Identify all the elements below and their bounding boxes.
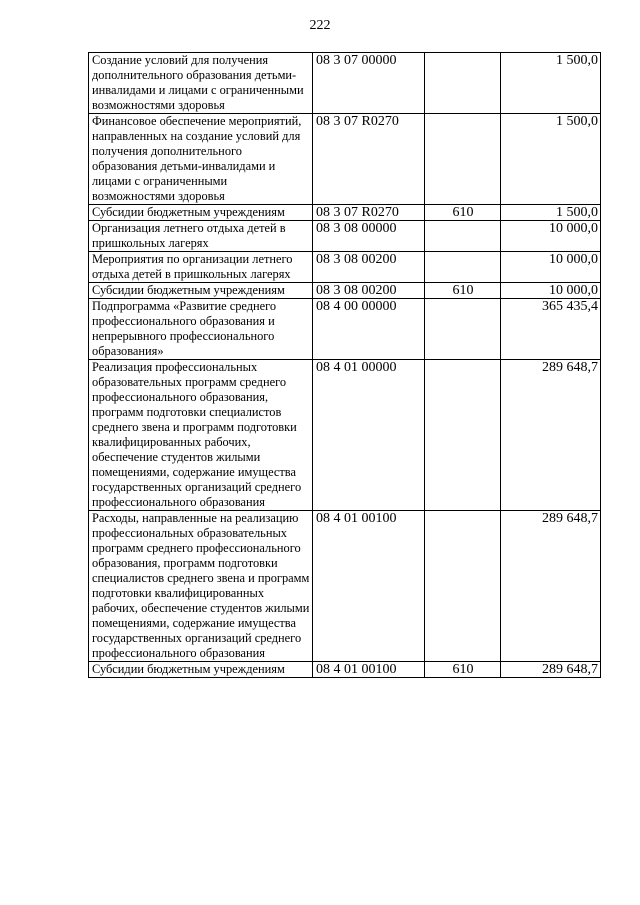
row-sum: 1 500,0 <box>501 114 601 205</box>
row-code: 08 4 00 00000 <box>313 299 425 360</box>
table-row <box>89 205 601 221</box>
table-row <box>89 252 601 283</box>
row-sum: 289 648,7 <box>501 662 601 678</box>
table-row <box>89 114 601 205</box>
row-sum: 365 435,4 <box>501 299 601 360</box>
row-name: Субсидии бюджетным учреждениям <box>89 205 313 221</box>
row-sum: 1 500,0 <box>501 205 601 221</box>
row-code: 08 3 07 00000 <box>313 53 425 114</box>
row-code: 08 3 08 00200 <box>313 252 425 283</box>
row-sum: 10 000,0 <box>501 252 601 283</box>
row-code: 08 4 01 00000 <box>313 360 425 511</box>
table-row <box>89 511 601 662</box>
table-row <box>89 299 601 360</box>
table-row <box>89 221 601 252</box>
row-type <box>425 252 501 283</box>
row-name: Реализация профессиональных образовательных программ среднего профессионального образования, программ подготовки специалистов среднего звена и программ подготовки квалифицированных рабочих, обеспечение студентов жилыми помещениями, содержание имущества государственных организаций среднего профессионального образования <box>89 360 313 511</box>
row-type <box>425 299 501 360</box>
page-number: 222 <box>309 18 331 33</box>
row-type: 610 <box>425 662 501 678</box>
row-type <box>425 360 501 511</box>
row-name: Субсидии бюджетным учреждениям <box>89 662 313 678</box>
table-row <box>89 283 601 299</box>
row-type <box>425 114 501 205</box>
row-type <box>425 53 501 114</box>
row-sum: 289 648,7 <box>501 360 601 511</box>
row-sum: 10 000,0 <box>501 221 601 252</box>
row-code: 08 4 01 00100 <box>313 662 425 678</box>
row-sum: 10 000,0 <box>501 283 601 299</box>
row-name: Мероприятия по организации летнего отдыха детей в пришкольных лагерях <box>89 252 313 283</box>
row-sum: 1 500,0 <box>501 53 601 114</box>
row-sum: 289 648,7 <box>501 511 601 662</box>
table-row <box>89 662 601 678</box>
row-type <box>425 511 501 662</box>
row-name: Расходы, направленные на реализацию профессиональных образовательных программ среднего профессионального образования, программ подготовки специалистов среднего звена и программ подготовки квалифицированных рабочих, обеспечение студентов жилыми помещениями, содержание имущества государственных организаций среднего профессионального образования <box>89 511 313 662</box>
row-name: Субсидии бюджетным учреждениям <box>89 283 313 299</box>
row-code: 08 3 08 00000 <box>313 221 425 252</box>
row-name: Финансовое обеспечение мероприятий, направленных на создание условий для получения дополнительного образования детьми-инвалидами и лицами с ограниченными возможностями здоровья <box>89 114 313 205</box>
row-type: 610 <box>425 283 501 299</box>
row-name: Создание условий для получения дополнительного образования детьми-инвалидами и лицами с ограниченными возможностями здоровья <box>89 53 313 114</box>
table-row <box>89 53 601 114</box>
row-code: 08 3 07 R0270 <box>313 114 425 205</box>
row-code: 08 3 08 00200 <box>313 283 425 299</box>
row-name: Подпрограмма «Развитие среднего профессионального образования и непрерывного профессионального образования» <box>89 299 313 360</box>
row-code: 08 3 07 R0270 <box>313 205 425 221</box>
row-type <box>425 221 501 252</box>
budget-table <box>88 52 601 678</box>
table-row <box>89 360 601 511</box>
row-code: 08 4 01 00100 <box>313 511 425 662</box>
row-name: Организация летнего отдыха детей в пришкольных лагерях <box>89 221 313 252</box>
row-type: 610 <box>425 205 501 221</box>
